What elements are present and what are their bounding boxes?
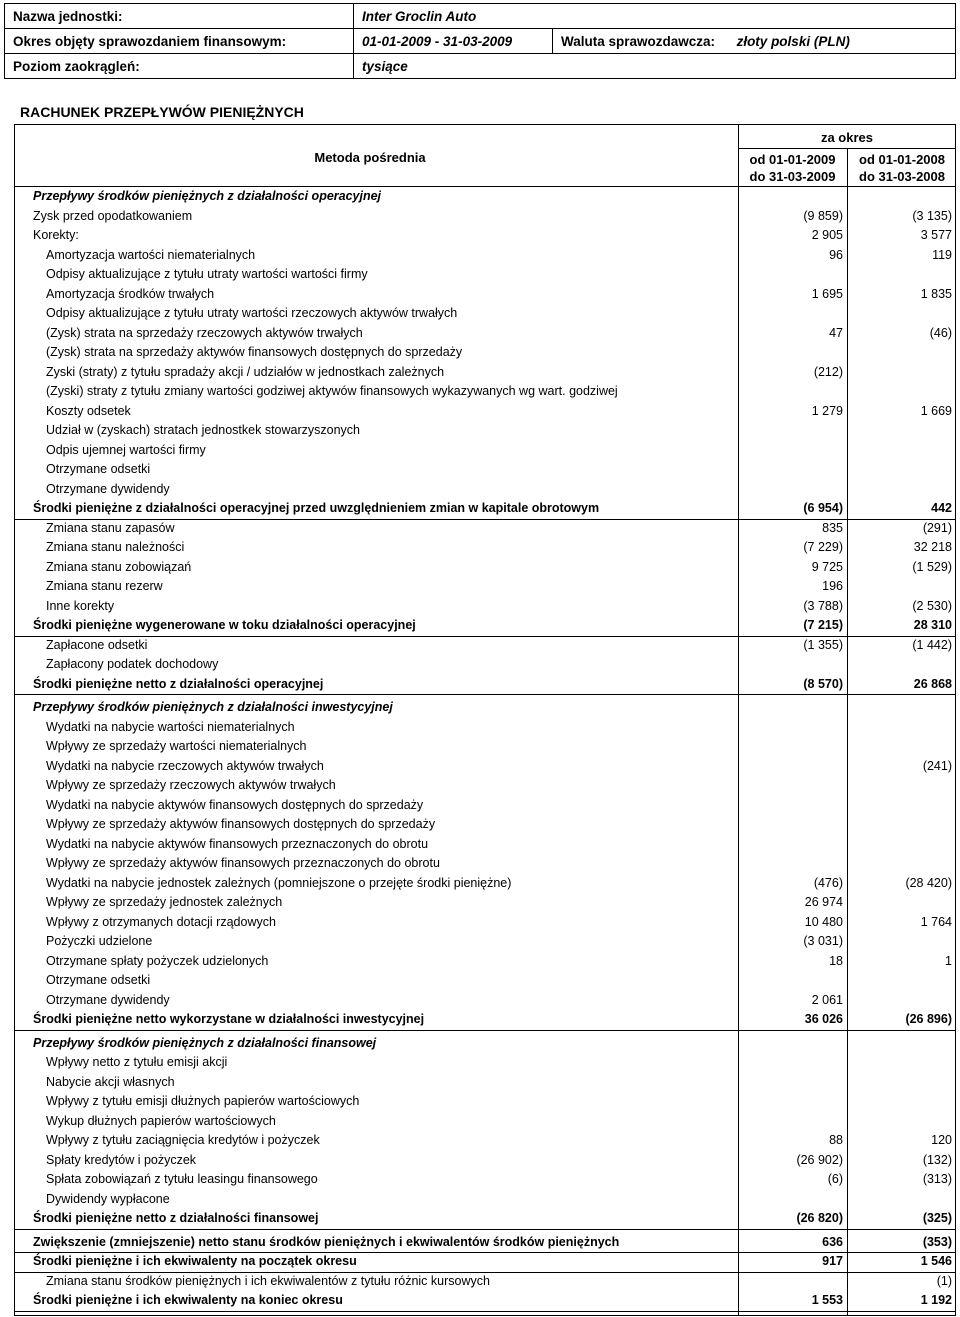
section-header-row	[0, 698, 960, 718]
value-2008: 1 669	[920, 403, 952, 418]
rounding-value: tysiące	[354, 54, 956, 79]
row-label: Udział w (zyskach) stratach jednostkek stowarzyszonych	[46, 423, 361, 437]
row-label: Wpływy netto z tytułu emisji akcji	[46, 1055, 228, 1069]
row-label: Zapłacony podatek dochodowy	[46, 657, 219, 671]
row-label: Wydatki na nabycie aktywów finansowych dostępnych do sprzedaży	[46, 797, 424, 812]
table-row	[0, 1272, 960, 1292]
entity-name-value: Inter Groclin Auto	[354, 4, 956, 29]
value-2009: 1 279	[811, 403, 843, 418]
table-row	[0, 460, 960, 480]
row-label: (Zyski) straty z tytułu zmiany wartości godziwej aktywów finansowych wykazywanych wg wart. godziwej	[46, 384, 618, 398]
row-label: Środki pieniężne i ich ekwiwalenty na koniec okresu	[33, 1293, 343, 1307]
row-label: (Zysk) strata na sprzedaży aktywów finansowych dostępnych do sprzedaży	[46, 345, 463, 359]
value-2009: 88	[829, 1133, 843, 1147]
value-2009: 2 905	[811, 228, 843, 242]
total-separator	[14, 1311, 956, 1312]
value-2008: (353)	[922, 1234, 952, 1249]
row-label: Wpływy z otrzymanych dotacji rządowych	[46, 914, 276, 929]
row-label: Wpływy ze sprzedaży wartości niematerialnych	[46, 739, 307, 753]
column-2008-to: do 31-03-2008	[859, 169, 945, 184]
row-label: Korekty:	[33, 228, 79, 242]
row-label: Wydatki na nabycie aktywów finansowych przeznaczonych do obrotu	[46, 836, 429, 851]
table-row	[0, 737, 960, 757]
value-2009: (26 820)	[796, 1211, 843, 1225]
value-2008: 3 577	[920, 228, 952, 242]
value-2009: 917	[822, 1254, 843, 1268]
total-separator	[14, 1030, 956, 1031]
table-row	[0, 776, 960, 796]
value-2008: (291)	[922, 520, 952, 535]
section-header-row	[0, 1034, 960, 1054]
table-row	[0, 655, 960, 675]
value-2009: 36 026	[804, 1012, 843, 1026]
row-label: Środki pieniężne z działalności operacyjnej przed uwzględnieniem zmian w kapitale obrotowym	[33, 501, 600, 515]
table-row	[0, 835, 960, 855]
row-label: Inne korekty	[46, 598, 115, 613]
currency-value: złoty polski (PLN)	[736, 33, 850, 49]
column-2008-from: od 01-01-2008	[859, 152, 945, 167]
row-label: Otrzymane odsetki	[46, 462, 151, 476]
value-2009: 1 553	[811, 1293, 843, 1307]
table-row	[0, 991, 960, 1011]
period-header: za okres	[820, 130, 874, 145]
value-2009: (6 954)	[803, 501, 843, 515]
currency-cell	[553, 29, 956, 54]
value-2009: 9 725	[811, 559, 843, 574]
value-2009: (476)	[813, 875, 843, 890]
table-row	[0, 1190, 960, 1210]
row-label: Spłata zobowiązań z tytułu leasingu finansowego	[46, 1172, 318, 1186]
table-row	[0, 815, 960, 835]
row-label: Zysk przed opodatkowaniem	[33, 208, 193, 223]
row-label: Zmiana stanu należności	[46, 540, 185, 554]
row-label: Koszty odsetek	[46, 403, 131, 418]
value-2008: (132)	[922, 1152, 952, 1167]
table-row	[0, 854, 960, 874]
table-row	[0, 207, 960, 227]
value-2008: (1)	[936, 1273, 952, 1288]
value-2009: 10 480	[804, 914, 843, 929]
statement-title: RACHUNEK PRZEPŁYWÓW PIENIĘŻNYCH	[20, 104, 304, 120]
table-row	[0, 952, 960, 972]
value-2008: 32 218	[913, 540, 952, 554]
row-label: Dywidendy wypłacone	[46, 1191, 170, 1206]
row-label: Przepływy środków pieniężnych z działalności operacyjnej	[33, 189, 382, 203]
row-label: Nabycie akcji własnych	[46, 1074, 175, 1089]
row-label: Wpływy ze sprzedaży jednostek zależnych	[46, 895, 283, 909]
table-row	[0, 480, 960, 500]
table-row	[0, 1170, 960, 1190]
table-row	[0, 971, 960, 991]
value-2009: (212)	[813, 364, 843, 379]
row-label: Wydatki na nabycie jednostek zależnych (pomniejszone o przejęte środki pieniężne)	[46, 875, 512, 890]
table-row	[0, 441, 960, 461]
table-row	[0, 519, 960, 539]
value-2009: 18	[829, 953, 843, 968]
value-2009: 47	[829, 325, 843, 340]
table-row	[0, 577, 960, 597]
value-2008: 1 835	[920, 286, 952, 301]
table-row	[0, 1131, 960, 1151]
value-2009: (26 902)	[796, 1152, 843, 1167]
currency-label: Waluta sprawozdawcza:	[561, 33, 716, 49]
table-row	[0, 1151, 960, 1171]
column-2009-to: do 31-03-2009	[749, 169, 836, 184]
row-label: Zmiana stanu zobowiązań	[46, 559, 192, 574]
value-2009: (1 355)	[803, 637, 843, 652]
table-row	[0, 402, 960, 422]
period-value: 01-01-2009 - 31-03-2009	[354, 29, 553, 54]
method-label: Metoda pośrednia	[314, 150, 426, 165]
value-2008: 442	[931, 501, 952, 515]
value-2008: (325)	[922, 1211, 952, 1225]
total-row	[0, 616, 960, 636]
row-label: Zmiana stanu zapasów	[46, 520, 175, 535]
value-2009: (8 570)	[803, 676, 843, 691]
section-header-row	[0, 187, 960, 207]
row-label: Otrzymane dywidendy	[46, 992, 170, 1007]
row-label: Wpływy ze sprzedaży rzeczowych aktywów trwałych	[46, 778, 336, 792]
row-label: Środki pieniężne netto z działalności operacyjnej	[33, 676, 324, 691]
value-2008: 1 546	[920, 1254, 952, 1268]
value-2009: 835	[822, 520, 843, 535]
row-label: Amortyzacja wartości niematerialnych	[46, 247, 256, 262]
row-label: Otrzymane odsetki	[46, 973, 151, 987]
value-2008: (46)	[929, 325, 952, 340]
total-row	[0, 675, 960, 695]
row-label: Odpisy aktualizujące z tytułu utraty wartości wartości firmy	[46, 267, 368, 281]
row-label: Środki pieniężne netto z działalności finansowej	[33, 1211, 319, 1225]
table-row	[0, 1092, 960, 1112]
value-2009: (9 859)	[803, 208, 843, 223]
value-2008: (3 135)	[912, 208, 952, 223]
value-2009: (6)	[827, 1172, 843, 1186]
row-label: Przepływy środków pieniężnych z działalności finansowej	[33, 1035, 377, 1050]
total-row	[0, 1252, 960, 1272]
value-2009: 2 061	[811, 992, 843, 1007]
column-2009-header	[738, 151, 847, 185]
row-label: Odpisy aktualizujące z tytułu utraty wartości rzeczowych aktywów trwałych	[46, 306, 458, 320]
table-row	[0, 1112, 960, 1132]
column-2008-header	[848, 151, 956, 185]
value-2008: 26 868	[913, 676, 952, 691]
row-label: Wydatki na nabycie rzeczowych aktywów trwałych	[46, 758, 324, 773]
row-label: Odpis ujemnej wartości firmy	[46, 442, 206, 457]
table-row	[0, 324, 960, 344]
value-2008: 28 310	[913, 618, 952, 632]
row-label: Środki pieniężne i ich ekwiwalenty na początek okresu	[33, 1254, 357, 1268]
entity-info-table	[4, 3, 956, 79]
value-2009: (3 788)	[803, 598, 843, 613]
total-row	[0, 1209, 960, 1229]
value-2008: (1 529)	[912, 559, 952, 574]
value-2008: 120	[931, 1133, 952, 1147]
value-2008: (241)	[922, 758, 952, 773]
value-2008: (28 420)	[905, 875, 952, 890]
row-label: Wpływy z tytułu zaciągnięcia kredytów i pożyczek	[46, 1133, 320, 1147]
rounding-label: Poziom zaokrągleń:	[5, 54, 354, 79]
total-separator	[14, 694, 956, 695]
table-row	[0, 636, 960, 656]
row-label: Zmiana stanu środków pieniężnych i ich ekwiwalentów z tytułu różnic kursowych	[46, 1273, 490, 1288]
value-2009: (7 229)	[803, 540, 843, 554]
row-label: Wydatki na nabycie wartości niematerialnych	[46, 719, 295, 734]
value-2009: (3 031)	[803, 934, 843, 948]
row-label: Otrzymane spłaty pożyczek udzielonych	[46, 953, 269, 968]
table-row	[0, 246, 960, 266]
row-label: Spłaty kredytów i pożyczek	[46, 1152, 197, 1167]
row-label: Zapłacone odsetki	[46, 637, 148, 652]
value-2009: 636	[822, 1234, 843, 1249]
table-row	[0, 1073, 960, 1093]
value-2009: 96	[829, 247, 843, 262]
table-row	[0, 382, 960, 402]
value-2008: (313)	[922, 1172, 952, 1186]
row-label: Przepływy środków pieniężnych z działalności inwestycyjnej	[33, 700, 393, 714]
value-2008: 1 192	[920, 1293, 952, 1307]
value-2008: (1 442)	[912, 637, 952, 652]
period-header-underline	[738, 148, 956, 149]
value-2008: 1 764	[920, 914, 952, 929]
value-2008: 1	[945, 953, 952, 968]
table-row	[0, 893, 960, 913]
column-2009-from: od 01-01-2009	[749, 152, 836, 167]
value-2008: 119	[932, 247, 952, 262]
row-label: Amortyzacja środków trwałych	[46, 286, 215, 301]
row-label: Wpływy z tytułu emisji dłużnych papierów wartościowych	[46, 1094, 360, 1108]
table-row	[0, 558, 960, 578]
table-row	[0, 285, 960, 305]
row-label: Wykup dłużnych papierów wartościowych	[46, 1113, 276, 1128]
row-label: Pożyczki udzielone	[46, 934, 153, 948]
row-label: Zyski (straty) z tytułu spradaży akcji / udziałów w jednostkach zależnych	[46, 364, 445, 379]
row-label: Zmiana stanu rezerw	[46, 579, 163, 593]
table-row	[0, 304, 960, 324]
table-row	[0, 597, 960, 617]
table-row	[0, 874, 960, 894]
row-label: Wpływy ze sprzedaży aktywów finansowych przeznaczonych do obrotu	[46, 856, 440, 870]
value-2009: 1 695	[811, 286, 843, 301]
table-row	[0, 1053, 960, 1073]
value-2009: (7 215)	[803, 618, 843, 632]
value-2009: 196	[822, 579, 843, 593]
row-label: Środki pieniężne netto wykorzystane w działalności inwestycyjnej	[33, 1012, 425, 1026]
table-row	[0, 913, 960, 933]
total-row	[0, 499, 960, 519]
row-label: Otrzymane dywidendy	[46, 481, 170, 496]
entity-name-label: Nazwa jednostki:	[5, 4, 354, 29]
value-2009: 26 974	[804, 895, 843, 909]
table-row	[0, 757, 960, 777]
row-label: Zwiększenie (zmniejszenie) netto stanu środków pieniężnych i ekwiwalentów środków pieniężnych	[33, 1234, 620, 1249]
row-label: (Zysk) strata na sprzedaży rzeczowych aktywów trwałych	[46, 325, 363, 340]
total-row	[0, 1010, 960, 1030]
table-row	[0, 265, 960, 285]
total-row	[0, 1291, 960, 1311]
table-row	[0, 226, 960, 246]
table-row	[0, 421, 960, 441]
table-row	[0, 343, 960, 363]
total-row	[0, 1233, 960, 1253]
row-label: Środki pieniężne wygenerowane w toku działalności operacyjnej	[33, 618, 416, 632]
table-row	[0, 363, 960, 383]
table-row	[0, 538, 960, 558]
table-row	[0, 718, 960, 738]
total-separator	[14, 1229, 956, 1230]
row-label: Wpływy ze sprzedaży aktywów finansowych dostępnych do sprzedaży	[46, 817, 436, 831]
table-row	[0, 796, 960, 816]
value-2008: (26 896)	[905, 1012, 952, 1026]
period-label: Okres objęty sprawozdaniem finansowym:	[5, 29, 354, 54]
value-2008: (2 530)	[912, 598, 952, 613]
table-row	[0, 932, 960, 952]
